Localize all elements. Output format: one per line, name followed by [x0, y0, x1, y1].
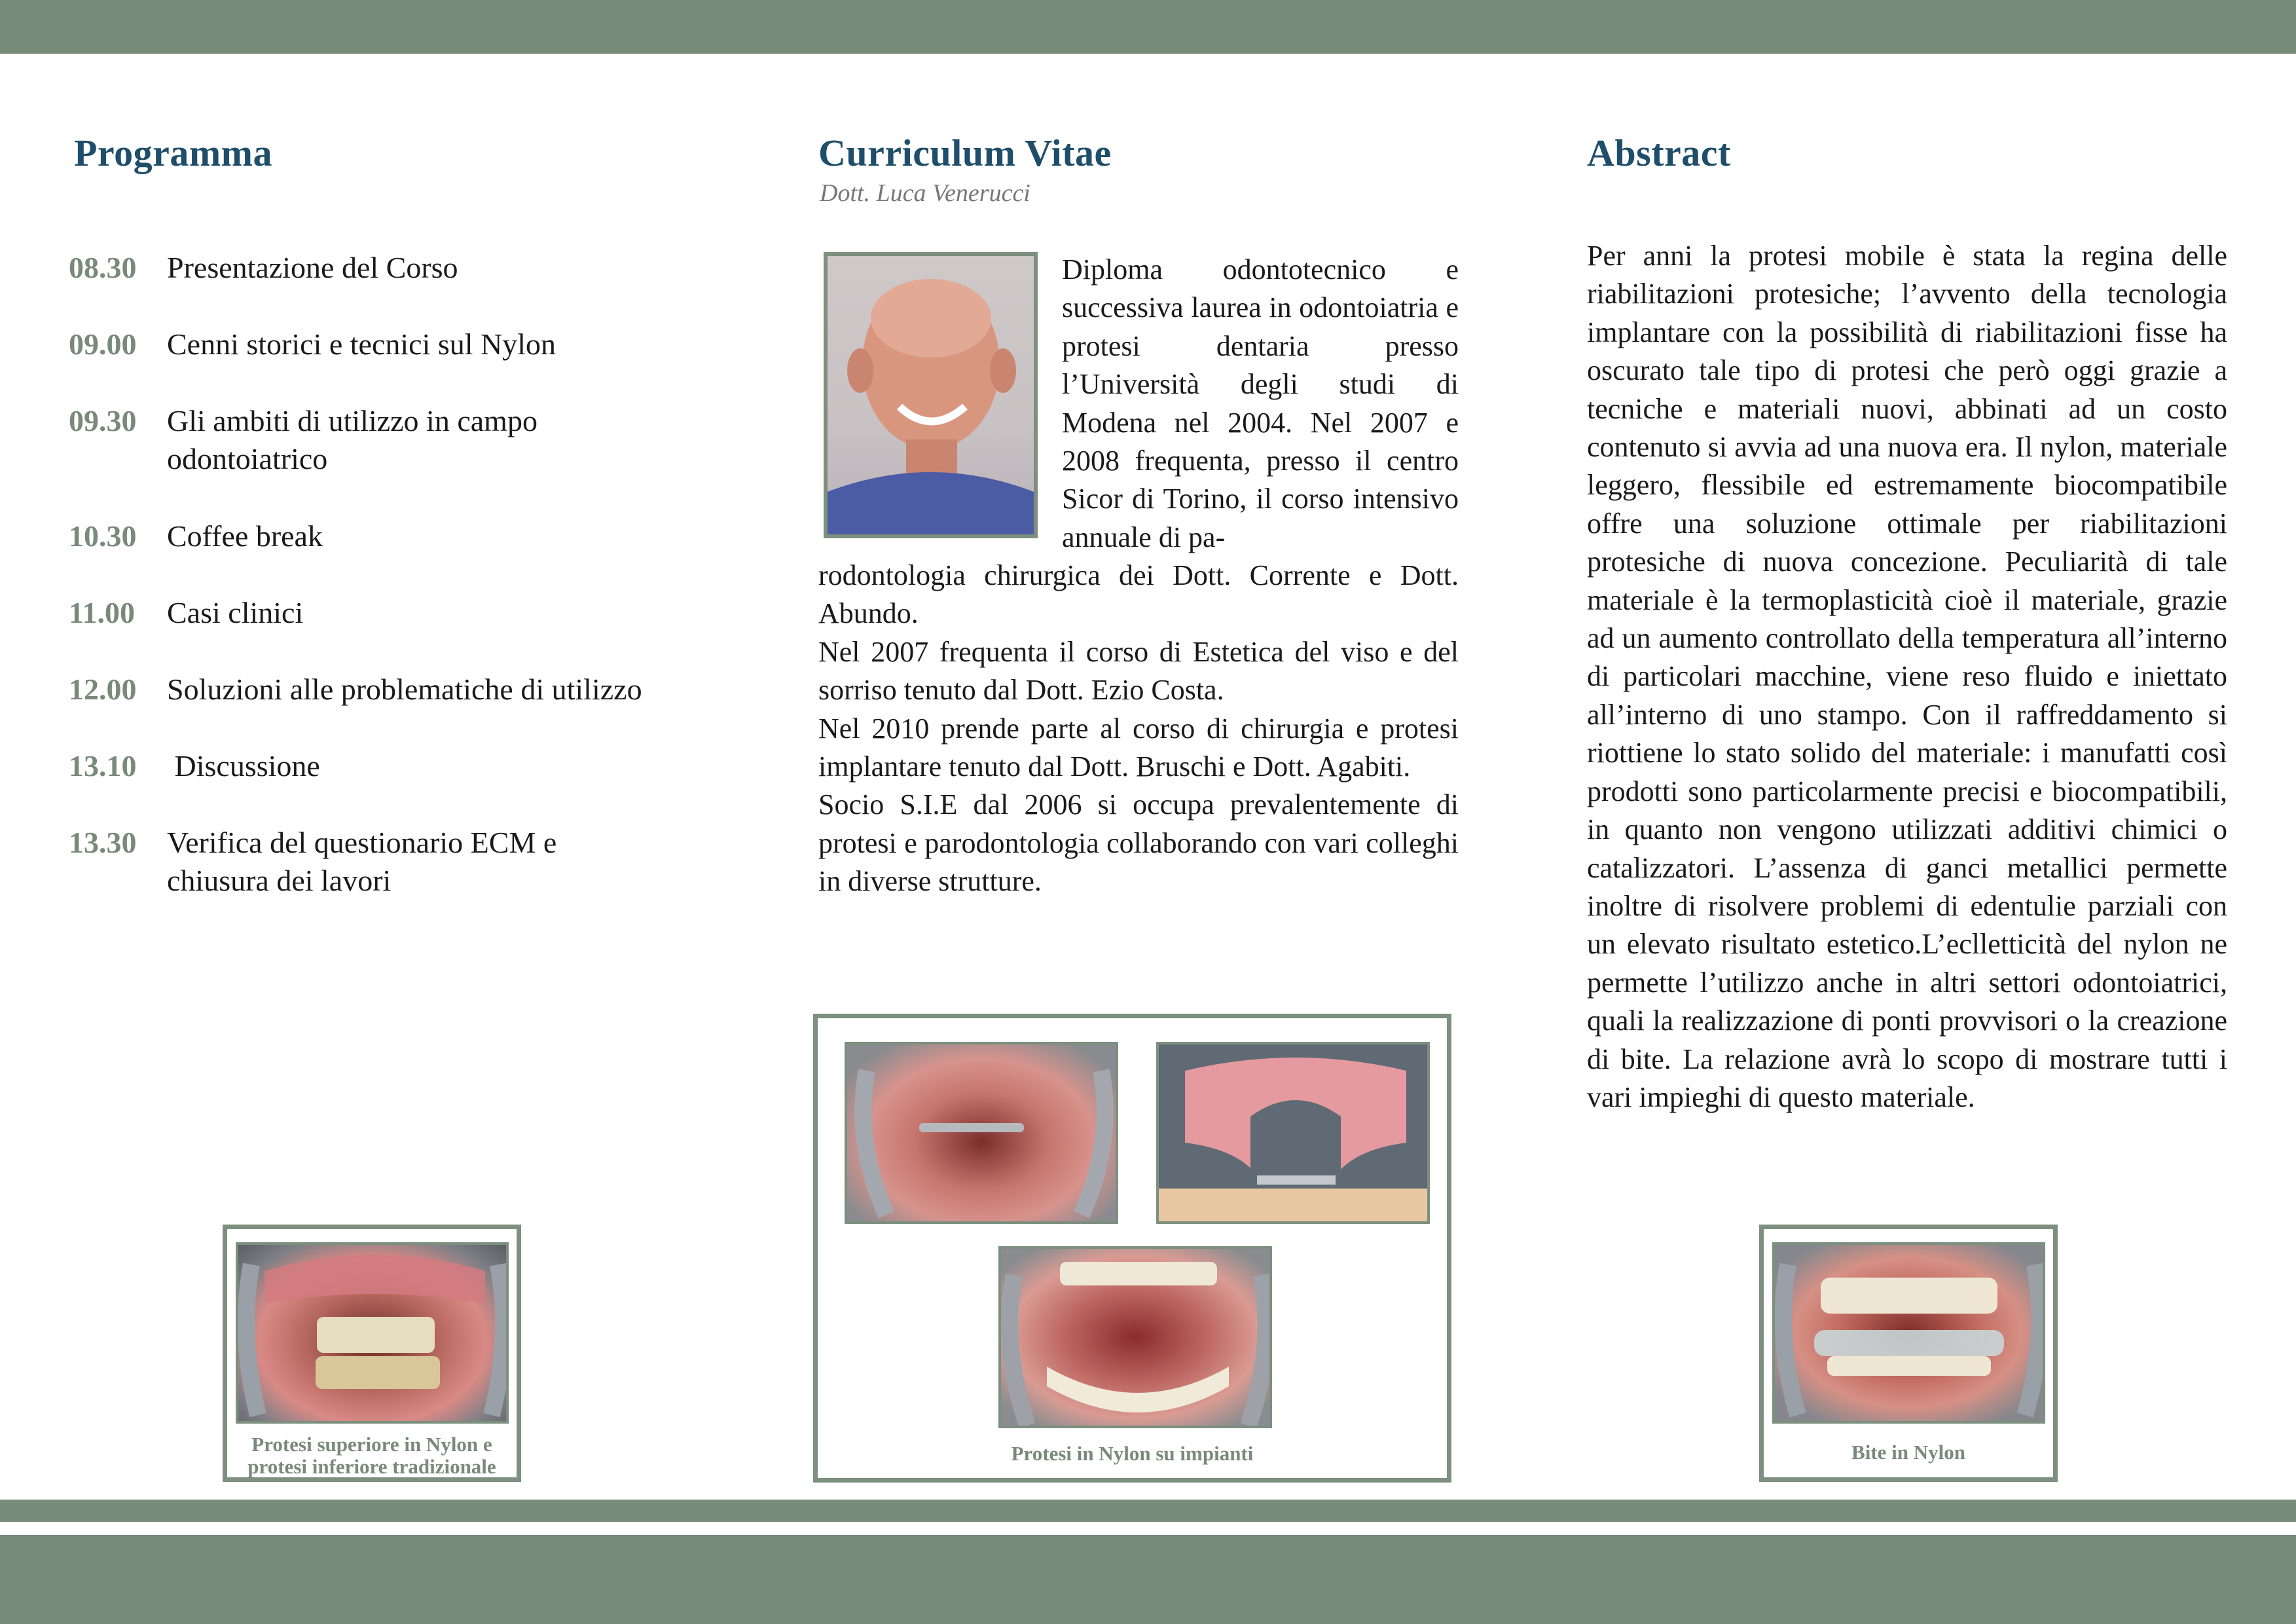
cv-paragraph: Nel 2010 prende parte al corso di chirurgia e protesi implantare tenuto dal Dott. Bruschi e Dott. Agabiti. — [818, 712, 1459, 783]
cv-paragraph: rodontologia chirurgica dei Dott. Corrente e Dott. Abundo. — [818, 559, 1459, 630]
photo-frame-nylon-upper — [223, 1225, 521, 1482]
teeth-illustration — [238, 1245, 509, 1424]
cv-subtitle: Dott. Luca Venerucci — [820, 179, 1030, 207]
abstract-text: Per anni la protesi mobile è stata la regina delle riabilitazioni protesiche; l’avvento della tecnologia implantare con la possibilità di riabilitazioni fisse ha oscurato tale tipo di protesi che però oggi grazie a tecniche e materiali nuovi, abbinati ad un costo contenuto si avvia ad una nuova era. Il nylon, materiale leggero, flessibile ed estremamente biocompatibile offre una soluzione ottimale per riabilitazioni protesiche di nuova concezione. Peculiarità di tale materiale è la termoplasticità cioè il materiale, grazie ad un aumento controllato della temperatura all’interno di particolari macchine, viene reso fluido e iniettato all’interno di uno stampo. Con il raffreddamento si riottiene lo stato solido del materiale: i manufatti così prodotti sono particolarmente precisi e biocompatibili, in quanto non vengono utilizzati additivi chimici o catalizzatori. L’assenza di ganci metallici permette inoltre di risolvere problemi di edentulie parziali con un elevato risultato estetico.L’eclletticità del nylon ne permette l’utilizzo anche in altri settori odontoiatrici, quali la realizzazione di ponti provvisori o la creazione di bite. La relazione avrà lo scopo di mostrare tutti i vari impieghi di questo materiale. — [1587, 240, 2227, 1113]
program-item — [69, 517, 723, 594]
clinical-photo — [998, 1246, 1272, 1428]
photo-caption: Protesi in Nylon su impianti — [1011, 1442, 1254, 1465]
program-time: 09.00 — [69, 327, 137, 361]
cv-title: Curriculum Vitae — [818, 132, 1112, 174]
program-title: Coffee break — [167, 519, 323, 553]
clinical-photo — [845, 1042, 1118, 1224]
implant-bar-illustration — [847, 1044, 1118, 1224]
program-time: 13.30 — [69, 826, 137, 859]
photo-caption: Bite in Nylon — [1851, 1441, 1965, 1464]
cv-text-beside-photo — [1062, 251, 1459, 557]
cv-paragraph: Nel 2007 frequenta il corso di Estetica del viso e del sorriso tenuto dal Dott. Ezio Costa. — [818, 635, 1459, 707]
program-title: Verifica del questionario ECM e chiusura dei lavori — [167, 826, 557, 897]
clinical-photo — [1156, 1042, 1430, 1224]
program-time: 08.30 — [69, 251, 137, 284]
program-list — [69, 249, 723, 909]
program-time: 13.10 — [69, 749, 137, 783]
program-item — [69, 249, 723, 325]
bite-illustration — [1775, 1245, 2045, 1424]
thin-band — [0, 1500, 2296, 1522]
program-item — [69, 402, 723, 517]
program-item — [69, 747, 723, 824]
photo-caption: Protesi superiore in Nylon e protesi inferiore tradizionale — [247, 1433, 496, 1478]
photo-frame-bite — [1759, 1225, 2058, 1482]
programma-title: Programma — [74, 132, 272, 174]
program-time: 09.30 — [69, 404, 137, 437]
top-band — [0, 0, 2296, 54]
program-title: Gli ambiti di utilizzo in campo odontoiatrico — [167, 404, 538, 475]
teeth-illustration — [1001, 1249, 1272, 1428]
program-item — [69, 671, 723, 747]
program-item — [69, 325, 723, 402]
program-title: Soluzioni alle problematiche di utilizzo — [167, 673, 642, 706]
portrait-illustration — [828, 256, 1034, 534]
abstract-title: Abstract — [1587, 132, 1731, 174]
program-title: Presentazione del Corso — [167, 251, 458, 284]
cv-paragraph: Diploma odontotecnico e successiva laurea in odontoiatria e protesi dentaria presso l’Università degli studi di Modena nel 2004. Nel 2007 e 2008 frequenta, presso il centro Sicor di Torino, il corso intensivo annuale di pa- — [1062, 253, 1459, 553]
program-title: Discussione — [167, 749, 320, 783]
program-item — [69, 594, 723, 671]
program-title: Cenni storici e tecnici sul Nylon — [167, 327, 556, 361]
program-title: Casi clinici — [167, 596, 304, 629]
program-item — [69, 824, 723, 909]
clinical-photo — [236, 1242, 509, 1424]
cv-paragraph: Socio S.I.E dal 2006 si occupa prevalentemente di protesi e parodontologia collaborando con vari colleghi in diverse strutture. — [818, 788, 1459, 898]
program-time: 11.00 — [69, 596, 135, 629]
photo-frame-implants — [813, 1014, 1451, 1483]
program-time: 12.00 — [69, 673, 137, 706]
bottom-band — [0, 1535, 2296, 1624]
program-time: 10.30 — [69, 519, 137, 553]
cv-text-full — [818, 557, 1459, 901]
portrait-photo — [824, 252, 1038, 538]
clinical-photo — [1772, 1242, 2045, 1424]
denture-illustration — [1159, 1044, 1430, 1224]
